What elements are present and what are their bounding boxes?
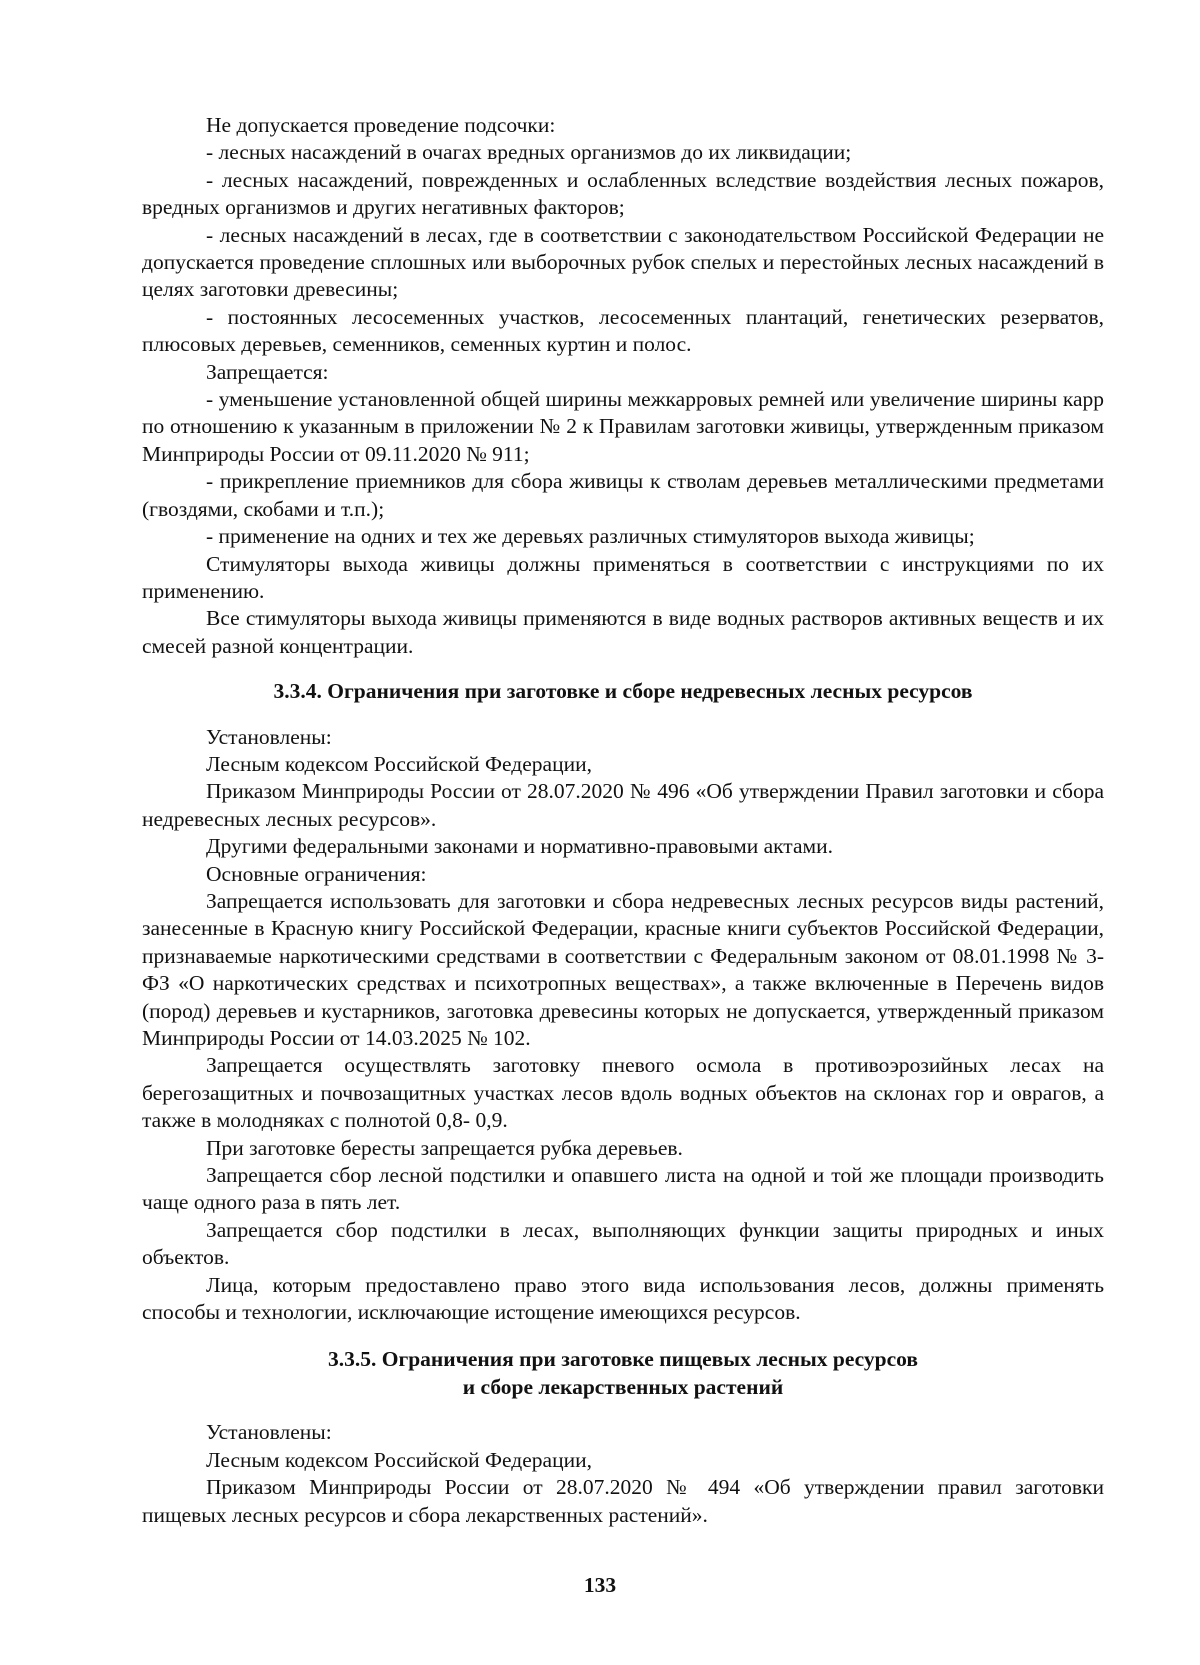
section-heading-line: 3.3.5. Ограничения при заготовке пищевых лесных ресурсов <box>327 1347 919 1372</box>
paragraph: Запрещается использовать для заготовки и сбора недревесных лесных ресурсов виды растений, занесенные в Красную книгу Российской Федерации, красные книги субъектов Российской Федерации, признаваемые наркотическими средствами в соответствии с Федеральным законом от 08.01.1998 № 3-ФЗ «О наркотических средствах и психотропных веществах», а также включенные в Перечень видов (пород) деревьев и кустарников, заготовка древесины которых не допускается, утвержденный приказом Минприроды России от 14.03.2025 № 102. <box>142 888 1104 1050</box>
document-page <box>142 112 1104 1529</box>
section-heading-3-3-5 <box>142 1346 1104 1401</box>
paragraph: Запрещается сбор подстилки в лесах, выполняющих функции защиты природных и иных объектов. <box>142 1217 1104 1270</box>
paragraph: Лесным кодексом Российской Федерации, <box>206 1447 592 1472</box>
paragraph: Запрещается: <box>206 359 329 384</box>
paragraph: Запрещается сбор лесной подстилки и опавшего листа на одной и той же площади производить чаще одного раза в пять лет. <box>142 1163 1104 1215</box>
paragraph: Запрещается осуществлять заготовку пневого осмола в противоэрозийных лесах на берегозащитных и почвозащитных участках лесов вдоль водных объектов на склонах гор и оврагов, а также в молодняках с полнотой 0,8- 0,9. <box>142 1053 1104 1133</box>
list-item: - уменьшение установленной общей ширины межкарровых ремней или увеличение ширины карр по отношению к указанным в приложении № 2 к Правилам заготовки живицы, утвержденным приказом Минприроды России от 09.11.2020 № 911; <box>142 387 1104 466</box>
paragraph: Все стимуляторы выхода живицы применяются в виде водных растворов активных веществ и их смесей разной концентрации. <box>142 606 1104 658</box>
list-item: - лесных насаждений в лесах, где в соответствии с законодательством Российской Федерации не допускается проведение сплошных или выборочных рубок спелых и перестойных лесных насаждений в целях заготовки древесины; <box>142 222 1104 302</box>
paragraph: Лица, которым предоставлено право этого вида использования лесов, должны применять способы и технологии, исключающие истощение имеющихся ресурсов. <box>142 1272 1104 1325</box>
list-item: - лесных насаждений в очагах вредных организмов до их ликвидации; <box>206 140 852 165</box>
paragraph: Установлены: <box>206 724 332 749</box>
section-heading-3-3-4: 3.3.4. Ограничения при заготовке и сборе недревесных лесных ресурсов <box>273 679 973 704</box>
page-number: 133 <box>583 1573 617 1597</box>
paragraph: При заготовке бересты запрещается рубка деревьев. <box>206 1135 683 1160</box>
paragraph: Другими федеральными законами и нормативно-правовыми актами. <box>206 834 833 859</box>
list-item: - лесных насаждений, поврежденных и ослабленных вследствие воздействия лесных пожаров, вредных организмов и других негативных факторов; <box>142 167 1104 220</box>
paragraph: Не допускается проведение подсочки: <box>206 113 556 137</box>
paragraph: Основные ограничения: <box>206 861 427 886</box>
paragraph: Стимуляторы выхода живицы должны применяться в соответствии с инструкциями по их применению. <box>142 551 1104 603</box>
section-heading-line: и сборе лекарственных растений <box>462 1374 784 1399</box>
list-item: - прикрепление приемников для сбора живицы к стволам деревьев металлическими предметами (гвоздями, скобами и т.п.); <box>142 469 1104 521</box>
paragraph: Установлены: <box>206 1420 332 1445</box>
list-item: - применение на одних и тех же деревьях различных стимуляторов выхода живицы; <box>206 524 975 549</box>
paragraph: Приказом Минприроды России от 28.07.2020 № 494 «Об утверждении правил заготовки пищевых лесных ресурсов и сбора лекарственных растений». <box>142 1475 1104 1527</box>
paragraph: Приказом Минприроды России от 28.07.2020 № 496 «Об утверждении Правил заготовки и сбора недревесных лесных ресурсов». <box>142 779 1104 831</box>
list-item: - постоянных лесосеменных участков, лесосеменных плантаций, генетических резерватов, плюсовых деревьев, семенников, семенных куртин и полос. <box>142 304 1104 357</box>
paragraph: Лесным кодексом Российской Федерации, <box>206 751 592 776</box>
